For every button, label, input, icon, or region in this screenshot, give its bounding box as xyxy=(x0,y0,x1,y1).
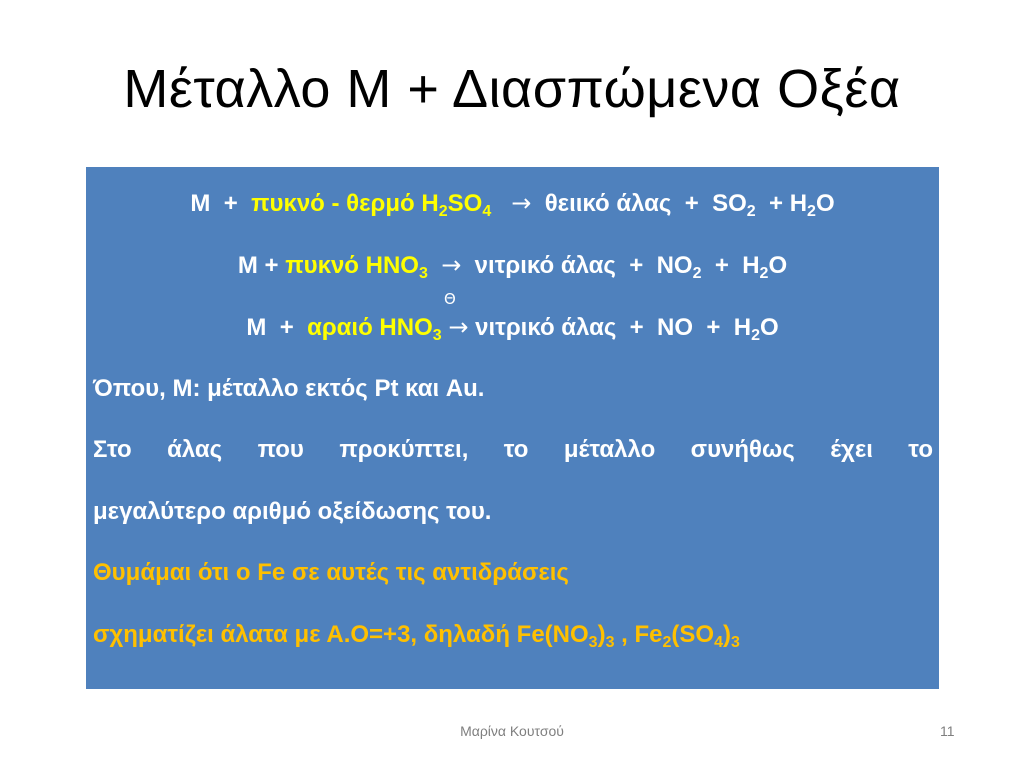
r3-product: νιτρικό άλας xyxy=(475,314,617,341)
r3-water: $H_2O$ xyxy=(733,314,779,344)
note-salt-line-1: Στο άλας που προκύπτει, το μέταλλο συνήθως έχει το xyxy=(93,436,933,463)
r1-gas: $SO_2$ xyxy=(712,190,756,220)
r2-water: $H_2O$ xyxy=(742,252,788,282)
footer-author: Μαρίνα Κουτσού xyxy=(460,723,564,739)
note-salt-line-2: μεγαλύτερο αριθμό οξείδωσης του. xyxy=(93,498,492,525)
slide-title: Μέταλλο Μ + Διασπώμενα Οξέα xyxy=(123,59,901,119)
r1-plus: + xyxy=(223,190,238,217)
reaction-1: Μ + πυκνό - θερμό $H_2SO_4$ → θειικό $ά\lambda\alpha\varsigma + SO_2 + H_2O$ xyxy=(190,189,835,220)
r3-metal: Μ xyxy=(246,314,267,341)
r3-arrow: → xyxy=(448,313,469,341)
r1-product: θειικό άλας xyxy=(544,190,672,217)
r3-gas: NO xyxy=(657,314,694,341)
heat-symbol: Θ xyxy=(444,290,456,308)
r3-condition: αραιό $HNO_3$ xyxy=(307,314,442,344)
note-where: Όπου, Μ: μέταλλο εκτός Pt και Au. xyxy=(93,375,485,402)
r1-water: $H_2O$ xyxy=(789,190,835,220)
r2-arrow: → xyxy=(441,251,462,279)
r2-metal: Μ xyxy=(237,252,258,279)
reaction-3: Μ + αραιό $HNO_3 \to \nu\iota\tau\rho\iota\kappa ό$ άλας + NO + $H_2O$ xyxy=(246,313,779,344)
r2-product: νιτρικό άλας xyxy=(474,252,616,279)
r1-condition: πυκνό - θερμό $H_2SO_4$ xyxy=(251,190,492,220)
r2-gas: $NO_2$ xyxy=(656,252,702,282)
reminder-line-1: Θυμάμαι ότι ο Fe σε αυτές τις αντιδράσεις xyxy=(93,559,569,586)
content-box xyxy=(86,167,939,689)
r1-metal: Μ xyxy=(190,190,211,217)
r1-arrow: → xyxy=(511,189,532,217)
r2-condition: πυκνό $HNO_3$ xyxy=(285,252,428,282)
reaction-2: Μ + πυκνό $HNO_3 \to \nu\iota\tau\rho\iota\kappa ό$ $ά\lambda\alpha\varsigma + NO_2 + H_2O$ xyxy=(237,251,788,282)
page-number: 11 xyxy=(940,723,955,739)
reminder-line-2: σχηματίζει άλατα με Α.Ο=+3, δηλαδή $Fe(NO_3)_3$ , $Fe_2(SO_4)_3$ xyxy=(93,621,740,651)
